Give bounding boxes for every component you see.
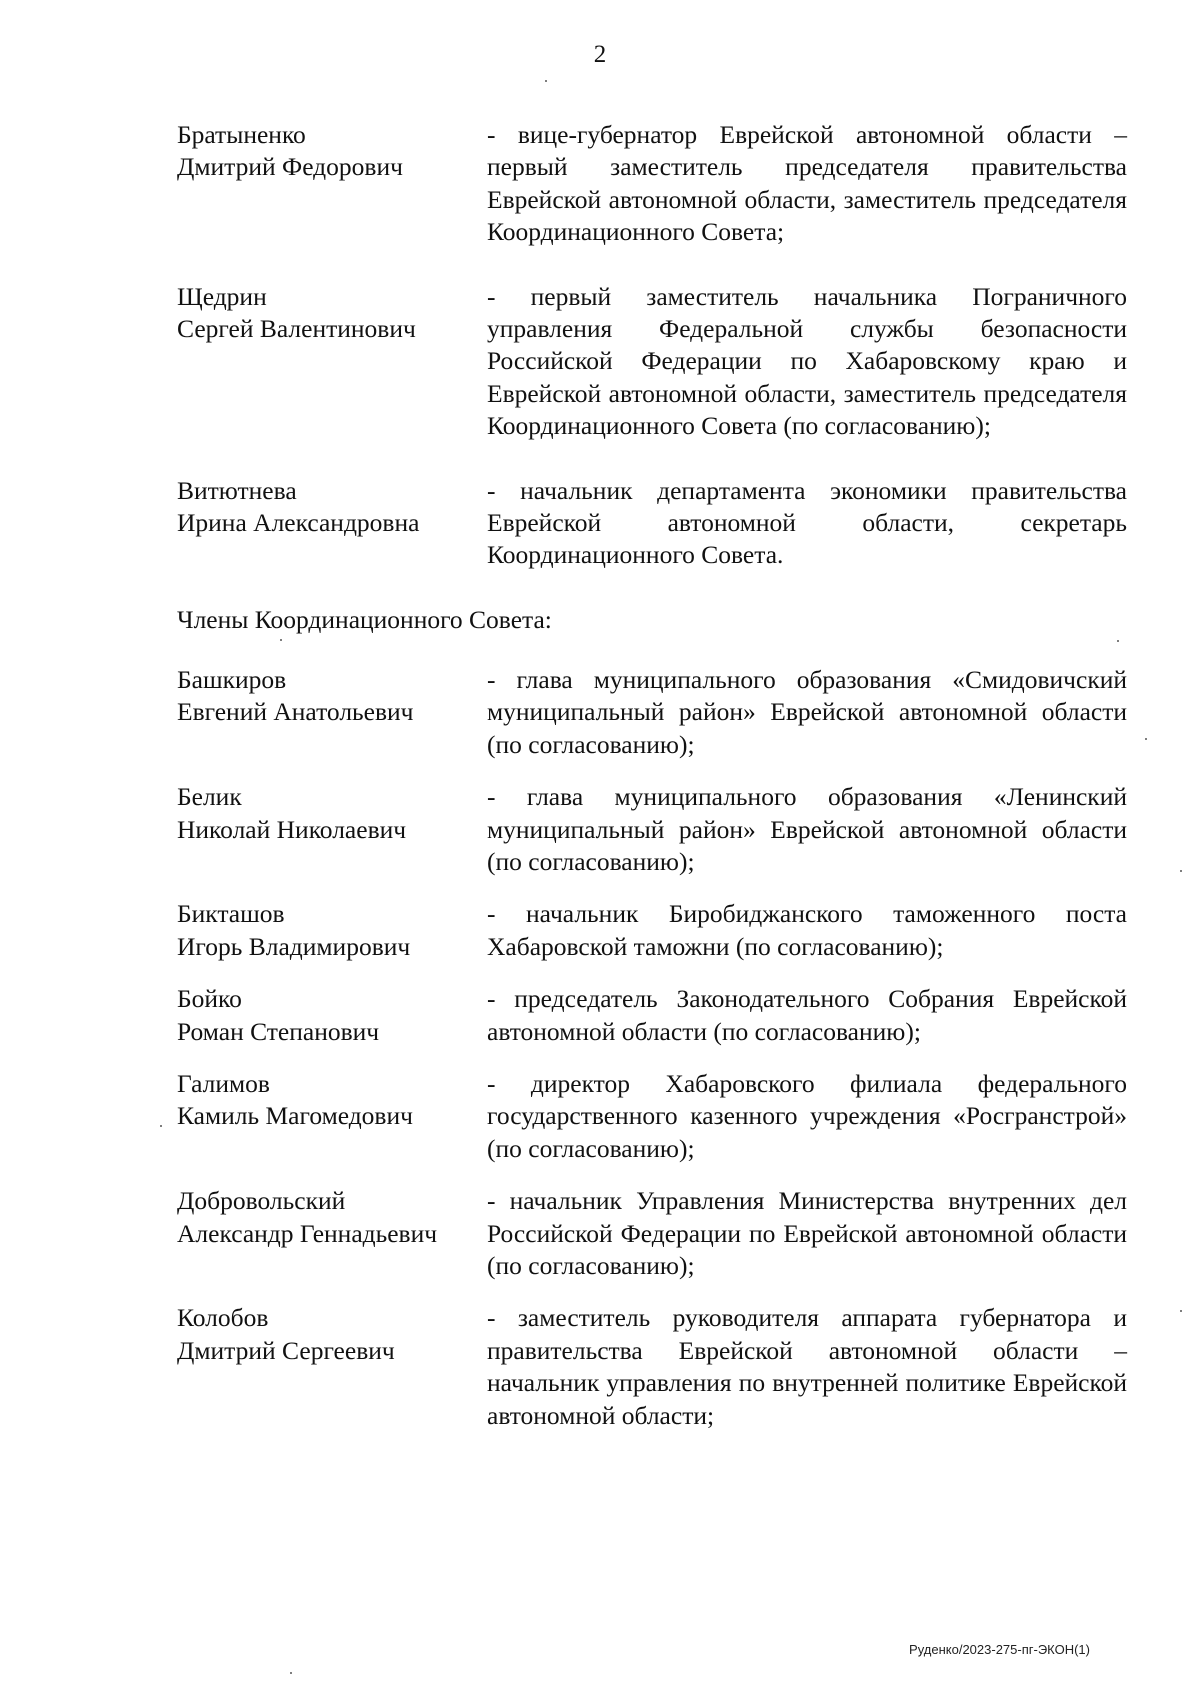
scan-speck xyxy=(1145,738,1147,740)
member-role: - председатель Законодательного Собрания Еврейской автономной области (по согласованию); xyxy=(487,984,1127,1046)
member-role: - директор Хабаровского филиала федерального государственного казенного учреждения «Росгранстрой» (по согласованию); xyxy=(487,1068,1127,1163)
member-role: - начальник Управления Министерства внутренних дел Российской Федерации по Еврейской автономной области (по согласованию); xyxy=(487,1186,1127,1280)
scan-speck xyxy=(1180,870,1182,872)
member-name: Бойко Роман Степанович xyxy=(177,984,380,1046)
member-role: - заместитель руководителя аппарата губернатора и правительства Еврейской автономной области – начальник управления по внутренней политике Еврейской автономной области; xyxy=(487,1303,1127,1430)
council-composition xyxy=(177,119,1127,1432)
leadership-entry xyxy=(177,119,1127,249)
scan-speck xyxy=(290,1672,292,1674)
member-role: - первый заместитель начальника Пограничного управления Федеральной службы безопасности Российской Федерации по Хабаровскому краю и Еврейской автономной области, заместитель председателя Координационного Совета (по согласованию); xyxy=(487,281,1127,441)
document-code: Руденко/2023-275-пг-ЭКОН(1) xyxy=(909,1642,1090,1657)
member-entry xyxy=(177,781,1127,878)
page-number: 2 xyxy=(593,41,607,68)
member-entry xyxy=(177,898,1127,963)
member-role: - начальник Биробиджанского таможенного поста Хабаровской таможни (по согласованию); xyxy=(487,899,1127,961)
member-entry xyxy=(177,983,1127,1048)
member-role: - вице-губернатор Еврейской автономной области – первый заместитель председателя правительства Еврейской автономной области, заместитель председателя Координационного Совета; xyxy=(487,120,1127,247)
scan-speck xyxy=(160,1125,162,1127)
scan-speck xyxy=(1117,640,1119,642)
scan-speck xyxy=(280,639,282,641)
member-name: Бикташов Игорь Владимирович xyxy=(177,899,411,961)
member-name: Колобов Дмитрий Сергеевич xyxy=(177,1303,395,1365)
leadership-entry xyxy=(177,475,1127,572)
member-name: Башкиров Евгений Анатольевич xyxy=(177,664,414,727)
member-entry xyxy=(177,664,1127,761)
member-name: Братыненко Дмитрий Федорович xyxy=(177,120,403,182)
member-name: Добровольский Александр Геннадьевич xyxy=(177,1186,438,1248)
member-entry xyxy=(177,1068,1127,1165)
scan-speck xyxy=(1180,1310,1182,1312)
member-entry xyxy=(177,1302,1127,1432)
member-name: Щедрин Сергей Валентинович xyxy=(177,281,416,344)
member-role: - глава муниципального образования «Смидовичский муниципальный район» Еврейской автономной области (по согласованию); xyxy=(487,664,1127,759)
member-name: Галимов Камиль Магомедович xyxy=(177,1068,413,1131)
member-name: Витютнева Ирина Александровна xyxy=(177,475,420,538)
member-role: - начальник департамента экономики правительства Еврейской автономной области, секретарь Координационного Совета. xyxy=(487,475,1127,570)
leadership-entry xyxy=(177,281,1127,443)
member-entry xyxy=(177,1185,1127,1282)
member-name: Белик Николай Николаевич xyxy=(177,782,407,844)
member-role: - глава муниципального образования «Ленинский муниципальный район» Еврейской автономной области (по согласованию); xyxy=(487,782,1127,876)
scan-speck xyxy=(545,80,547,82)
members-heading: Члены Координационного Совета: xyxy=(177,604,552,634)
